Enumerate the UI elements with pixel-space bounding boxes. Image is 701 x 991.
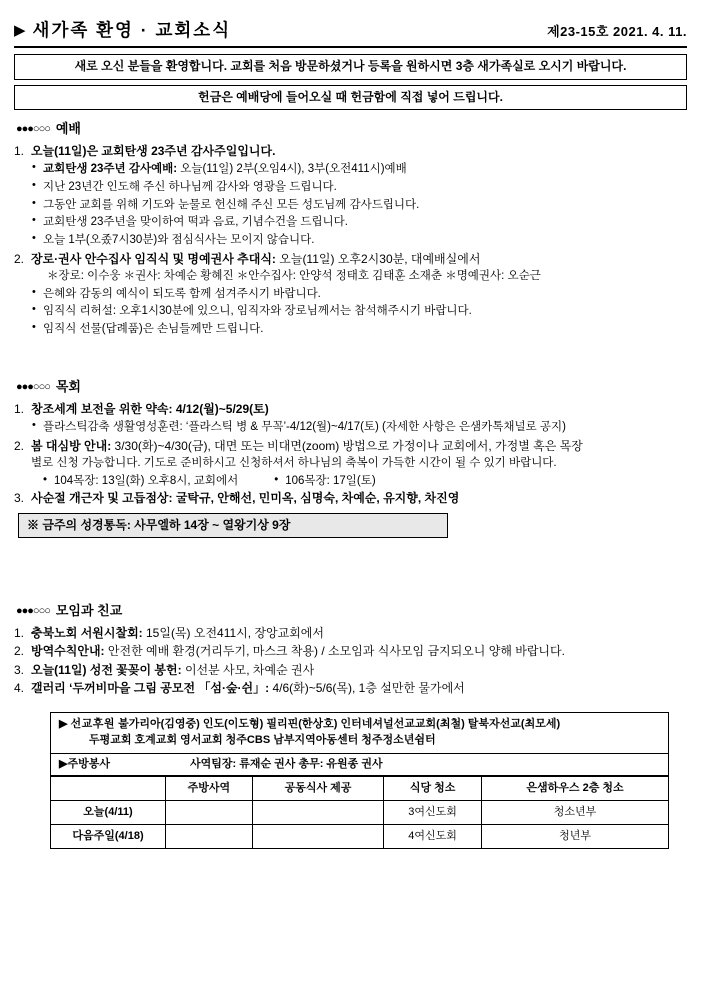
item-heading-rest: 3/30(화)~4/30(금), 대면 또는 비대면(zoom) 방법으로 가정이나 교회에서, 가정별 혹은 목장 bbox=[111, 438, 583, 453]
notice-offering: 헌금은 예배당에 들어오실 때 헌금함에 직접 넣어 드립니다. bbox=[14, 85, 687, 110]
list-item bbox=[31, 197, 687, 214]
sub-item-text: 오늘(11일) 2부(오임4시), 3부(오전411시)예배 bbox=[177, 163, 407, 176]
cell-meal-service bbox=[252, 825, 383, 849]
list-item bbox=[31, 179, 687, 196]
header-left bbox=[14, 18, 231, 43]
list-item bbox=[14, 251, 687, 338]
item-heading-rest: 오늘(11일) 오후2시30분, 대예배실에서 bbox=[275, 251, 481, 266]
district-106: • 106목장: 17일(토) bbox=[274, 473, 375, 490]
item-heading-rest: 4/6(화)~5/6(목), 1층 설만한 물가에서 bbox=[269, 681, 465, 696]
list-item bbox=[31, 214, 687, 231]
pastor-district-row bbox=[31, 473, 687, 490]
dots-icon: ●●●○○○ bbox=[16, 605, 50, 618]
sub-item-text: 오늘 1부(오좄7시30분)와 점심식사는 모이지 않습니다. bbox=[43, 234, 315, 247]
mission-line-1: 불가리아(김영중) 인도(이도형) 필리핀(한상호) 인터네셔널선교교회(최철) 탈북자선교(최모세) bbox=[118, 717, 561, 730]
list-item bbox=[14, 643, 687, 660]
cell-meal-service bbox=[252, 801, 383, 825]
list-item bbox=[31, 419, 687, 436]
col-kitchen-duty: 주방사역 bbox=[166, 777, 253, 801]
dots-icon: ●●●○○○ bbox=[16, 380, 50, 393]
list-item bbox=[31, 161, 687, 178]
section-header-ministry bbox=[16, 378, 687, 397]
item-heading: 사순절 개근자 및 고듭점상: 굴탁규, 안해선, 민미옥, 심명숙, 차예순, 유지향, 차진영 bbox=[31, 491, 460, 506]
cell-kitchen-duty bbox=[166, 801, 253, 825]
sub-item-text: 그동안 교회를 위해 기도와 눈물로 헌신해 주신 모든 성도님께 감사드립니다. bbox=[43, 198, 420, 211]
ministry-list bbox=[14, 401, 687, 508]
sub-item-text: 임직식 리허설: 오후1시30분에 있으니, 임직자와 장로님께서는 참석해주시기 바랍니다. bbox=[43, 305, 472, 318]
sub-list bbox=[31, 161, 687, 248]
gathering-list bbox=[14, 625, 687, 698]
col-dining-cleaning: 식당 청소 bbox=[384, 777, 482, 801]
list-item bbox=[31, 286, 687, 303]
mission-line-2: 두평교회 호계교회 영서교회 청주CBS 남부지역아동센터 청주정소년쉼터 bbox=[89, 733, 436, 746]
table-row bbox=[51, 825, 669, 849]
notice-welcome: 새로 오신 분들을 환영합니다. 교회를 처음 방문하셨거나 등록을 원하시면 3층 새가족실로 오시기 바랍니다. bbox=[14, 54, 687, 79]
section-title-gathering: 모임과 친교 bbox=[55, 603, 123, 619]
item-heading-rest: 15일(목) 오전411시, 장앙교회에서 bbox=[142, 626, 324, 641]
cell-dining-cleaning: 4여신도회 bbox=[384, 825, 482, 849]
sub-item-text: 임직식 선물(답례품)은 손님들께만 드립니다. bbox=[43, 323, 264, 336]
cell-kitchen-duty bbox=[166, 825, 253, 849]
mission-support-block bbox=[50, 712, 669, 754]
item-heading-bold: 봄 대심방 안내: bbox=[31, 438, 112, 453]
item-number: 1. bbox=[14, 401, 25, 416]
item-number: 2. bbox=[14, 251, 25, 266]
item-heading-bold: 갤러리 ‘두꺼비마을 그림 공모전 「섬·숲·쉰」: bbox=[31, 681, 270, 696]
page-title: 새가족 환영 · 교회소식 bbox=[32, 20, 232, 40]
col-house-cleaning: 은샘하우스 2층 청소 bbox=[482, 777, 669, 801]
triangle-icon: ▶ bbox=[14, 22, 26, 40]
spacer bbox=[14, 576, 687, 602]
dots-icon: ●●●○○○ bbox=[16, 123, 50, 136]
sub-item-bold: 교회탄생 23주년 감사예배: bbox=[43, 163, 178, 176]
cell-house-cleaning: 청년부 bbox=[482, 825, 669, 849]
col-meal-service: 공동식사 제공 bbox=[252, 777, 383, 801]
table-row bbox=[51, 801, 669, 825]
item-number: 2. bbox=[14, 438, 25, 453]
item-heading-bold: 방역수칙안내: bbox=[31, 644, 105, 659]
sub-item-text: 지난 23년간 인도해 주신 하나님께 감사와 영광을 드립니다. bbox=[43, 181, 337, 194]
kitchen-duty-table bbox=[50, 776, 669, 849]
issue-date: 제23-15호 2021. 4. 11. bbox=[547, 23, 687, 39]
section-title-worship: 예배 bbox=[55, 121, 81, 137]
list-item bbox=[14, 490, 687, 507]
section-title-ministry: 목회 bbox=[55, 378, 81, 394]
item-number: 4. bbox=[14, 681, 25, 696]
list-item bbox=[14, 438, 687, 490]
item-heading-bold: 장로·권사 안수집사 임직식 및 명예권사 추대식: bbox=[31, 251, 276, 266]
list-item bbox=[31, 321, 687, 338]
district-104: • 104목장: 13일(화) 오후8시, 교회에서 bbox=[43, 473, 238, 490]
spacer bbox=[14, 538, 687, 576]
sub-item-text: 은혜와 감동의 예식이 되도록 함께 섬겨주시기 바랍니다. bbox=[43, 287, 321, 300]
item-number: 2. bbox=[14, 644, 25, 659]
sub-list bbox=[31, 419, 687, 436]
sub-list bbox=[31, 286, 687, 338]
item-number: 1. bbox=[14, 144, 25, 158]
item-heading-rest: 이선분 사모, 차예순 권사 bbox=[181, 662, 315, 677]
list-item bbox=[31, 303, 687, 320]
section-header-gathering bbox=[16, 602, 687, 621]
item-heading: 창조세계 보전을 위한 약속: 4/12(월)~5/29(토) bbox=[31, 401, 269, 416]
mission-label: 선교후원 bbox=[70, 717, 116, 730]
worship-list bbox=[14, 143, 687, 338]
bottom-blocks bbox=[14, 712, 687, 850]
kitchen-label: 주방봉사 bbox=[67, 757, 110, 770]
item-heading: 오늘(11일)은 교회탄생 23주년 감사주일입니다. bbox=[31, 144, 276, 158]
list-item bbox=[31, 232, 687, 249]
spacer bbox=[14, 340, 687, 378]
table-header-row bbox=[51, 777, 669, 801]
item-continuation: 별로 신청 가능합니다. 기도로 준비하시고 신청하셔서 하나님의 축복이 가득한 시간이 될 수 있기 바랍니다. bbox=[31, 457, 557, 470]
row-label-next-week: 다음주일(4/18) bbox=[51, 825, 166, 849]
sub-item-text: 교회탄생 23주년을 맞이하여 떡과 음료, 기념수건을 드립니다. bbox=[43, 216, 348, 229]
list-item bbox=[14, 143, 687, 249]
item-heading-rest: 안전한 예배 환경(거리두기, 마스크 착용) / 소모임과 식사모임 금지되오니 양해 바랍니다. bbox=[104, 644, 565, 659]
cell-house-cleaning: 청소년부 bbox=[482, 801, 669, 825]
row-label-today: 오늘(4/11) bbox=[51, 801, 166, 825]
col-blank bbox=[51, 777, 166, 801]
kitchen-service-header bbox=[50, 754, 669, 777]
list-item bbox=[14, 680, 687, 697]
kitchen-leaders: 사역팀장: 류재순 권사 총무: 유원종 권사 bbox=[189, 757, 383, 770]
list-item bbox=[14, 662, 687, 679]
list-item bbox=[14, 625, 687, 642]
triangle-icon: ▶ bbox=[59, 757, 68, 770]
page-header bbox=[14, 18, 687, 48]
item-heading-bold: 오늘(11일) 성전 꽃꽂이 봉헌: bbox=[31, 662, 182, 677]
sub-item-text: 플라스틱감축 생활영성훈련: ‘플라스틱 병 & 무꼭’-4/12(월)~4/17(토) (자세한 사항은 은샘카톡채널로 공지) bbox=[43, 421, 566, 434]
item-number: 3. bbox=[14, 491, 25, 506]
triangle-icon: ▶ bbox=[59, 717, 68, 730]
list-item bbox=[14, 401, 687, 436]
cell-dining-cleaning: 3여신도회 bbox=[384, 801, 482, 825]
scripture-reading-box: ※ 금주의 성경통독: 사무엘하 14장 ~ 열왕기상 9장 bbox=[18, 513, 448, 538]
item-number: 1. bbox=[14, 626, 25, 641]
item-number: 3. bbox=[14, 662, 25, 677]
section-header-worship bbox=[16, 120, 687, 139]
mission-row-1 bbox=[59, 717, 662, 733]
item-heading-bold: 충북노회 서원시찰회: bbox=[31, 626, 143, 641]
ordination-names: ＊장로: 이수웅 ＊권사: 차예순 황혜진 ＊안수집사: 안양석 정태호 김태훈 소재춘 ＊명예권사: 오순근 bbox=[47, 270, 541, 283]
